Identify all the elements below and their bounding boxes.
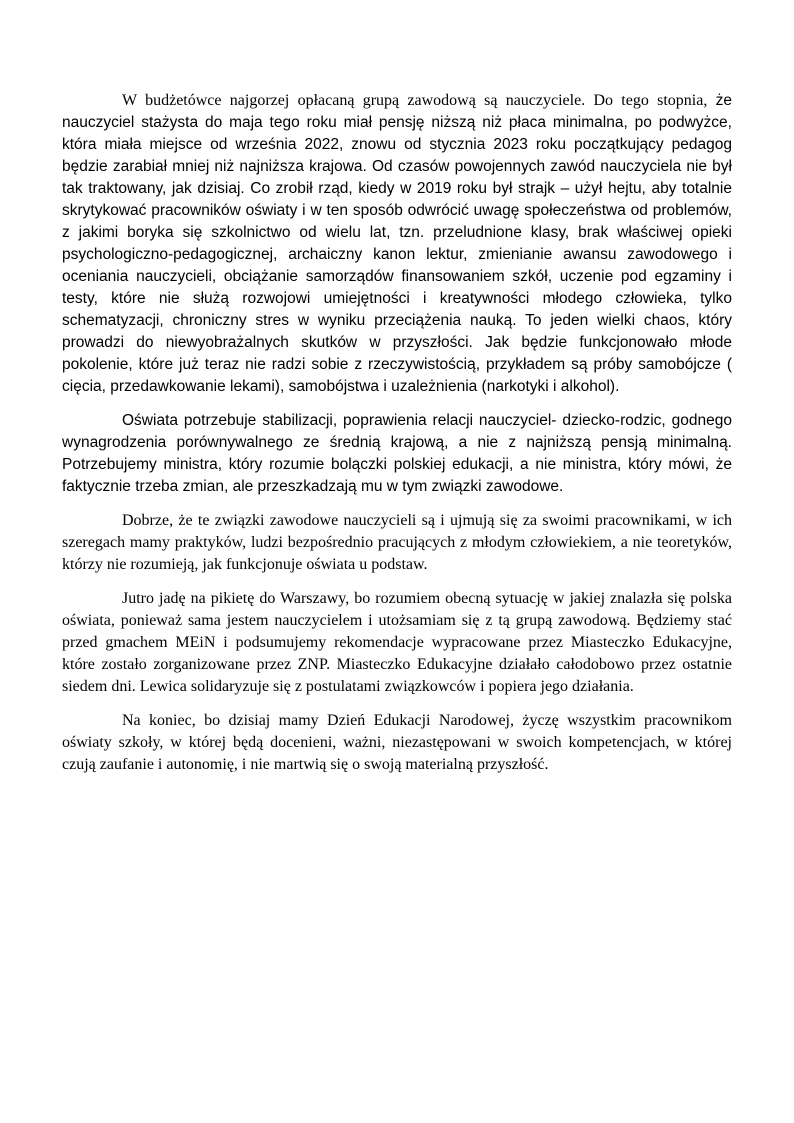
- paragraph-oswiata-stabilizacja: Oświata potrzebuje stabilizacji, poprawienia relacji nauczyciel- dziecko-rodzic, godnego wynagrodzenia porównywalnego ze średnią krajową, a nie z najniższą pensją minimalną. Potrzebujemy ministra, który rozumie bolączki polskiej edukacji, a nie ministra, który mówi, że faktycznie trzeba zmian, ale przeszkadzają mu w tym związki zawodowe.: [62, 412, 732, 495]
- paragraph-1-serif-segment: W budżetówce najgorzej opłacaną grupą zawodową są nauczyciele. Do tego stopnia,: [122, 92, 716, 109]
- paragraph-pikieta-warszawa: Jutro jadę na pikietę do Warszawy, bo rozumiem obecną sytuację w jakiej znalazła się polska oświata, ponieważ sama jestem nauczycielem i utożsamiam się z tą grupą zawodową. Będziemy stać przed gmachem MEiN i podsumujemy rekomendacje wypracowane przez Miasteczko Edukacyjne, które zostało zorganizowane przez ZNP. Miasteczko Edukacyjne działało całodobowo przez ostatnie siedem dni. Lewica solidaryzuje się z postulatami związkowców i popiera jego działania.: [62, 590, 732, 695]
- document-text-block: [62, 90, 732, 788]
- paragraph-zwiazki-zawodowe: Dobrze, że te związki zawodowe nauczycieli są i ujmują się za swoimi pracownikami, w ich szeregach mamy praktyków, ludzi bezpośrednio pracujących z młodym człowiekiem, a nie teoretyków, którzy nie rozumieją, jak funkcjonuje oświata u podstaw.: [62, 512, 732, 573]
- paragraph-budget-teachers: [62, 90, 732, 398]
- paragraph-dzien-edukacji: Na koniec, bo dzisiaj mamy Dzień Edukacji Narodowej, życzę wszystkim pracownikom oświaty szkoły, w której będą docenieni, ważni, niezastępowani w swoich kompetencjach, w której czują zaufanie i autonomię, i nie martwią się o swoją materialną przyszłość.: [62, 712, 732, 773]
- paragraph-1-sans-segment: że nauczyciel stażysta do maja tego roku miał pensję niższą niż płaca minimalna, po podwyżce, która miała miejsce od września 2022, znowu od stycznia 2023 roku początkujący pedagog będzie zarabiał mniej niż najniższa krajowa. Od czasów powojennych zawód nauczyciela nie był tak traktowany, jak dzisiaj. Co zrobił rząd, kiedy w 2019 roku był strajk – użył hejtu, aby totalnie skrytykować pracowników oświaty i w ten sposób odwrócić uwagę społeczeństwa od problemów, z jakimi boryka się szkolnictwo od wielu lat, tzn. przeludnione klasy, brak właściwej opieki psychologiczno-pedagogicznej, archaiczny kanon lektur, zmienianie awansu zawodowego i oceniania nauczycieli, obciążanie samorządów finansowaniem szkół, uczenie pod egzaminy i testy, które nie służą rozwojowi umiejętności i kreatywności młodego człowieka, tylko schematyzacji, chroniczny stres w wyniku przeciążenia nauką. To jeden wielki chaos, który prowadzi do niewyobrażalnych skutków w przyszłości. Jak będzie funkcjonowało młode pokolenie, które już teraz nie radzi sobie z rzeczywistością, przykładem są próby samobójcze ( cięcia, przedawkowanie lekami), samobójstwa i uzależnienia (narkotyki i alkohol).: [62, 92, 732, 395]
